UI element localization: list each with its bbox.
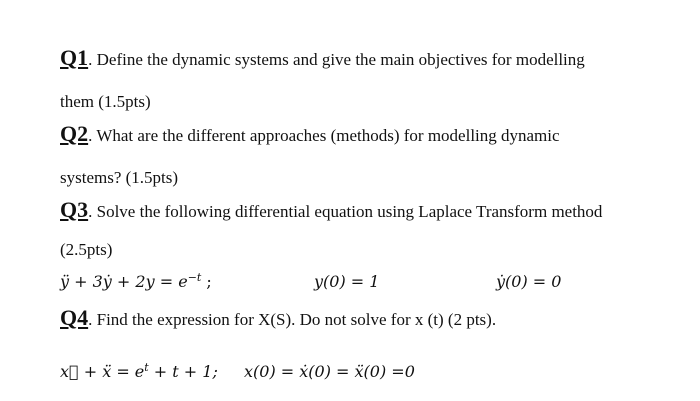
- question-3-initial-condition-1: y(0) = 1: [314, 272, 380, 291]
- question-4-equation-exponent: t: [144, 361, 149, 374]
- question-3-text: . Solve the following differential equation using Laplace Transform method: [88, 202, 603, 221]
- question-4-number: Q4: [60, 305, 89, 330]
- question-1-number: Q1: [60, 45, 89, 70]
- question-1-line-2: [60, 92, 151, 112]
- question-3-line-2: [60, 240, 112, 260]
- question-4-initial-conditions: x(0) = ẋ(0) = ẍ(0) =0: [244, 362, 415, 381]
- question-3-equation: [60, 272, 212, 291]
- question-4-text: . Find the expression for X(S). Do not solve for x (t) (2 pts).: [88, 310, 497, 329]
- question-2-text: . What are the different approaches (methods) for modelling dynamic: [88, 126, 560, 145]
- question-4-line-1: [60, 305, 497, 330]
- question-1-text-continued: them (1.5pts): [60, 92, 151, 111]
- question-1-text: . Define the dynamic systems and give the main objectives for modelling: [88, 50, 585, 69]
- question-3-line-1: [60, 197, 603, 222]
- question-1-line-1: [60, 45, 585, 70]
- question-3-equation-exponent: −t: [187, 271, 202, 284]
- question-2-line-1: [60, 121, 560, 146]
- question-4-equation-tail: + t + 1;: [148, 362, 218, 381]
- question-2-text-continued: systems? (1.5pts): [60, 168, 179, 187]
- question-3-initial-condition-2: ẏ(0) = 0: [496, 272, 562, 291]
- question-3-text-continued: (2.5pts): [60, 240, 113, 259]
- question-3-equation-body: ÿ + 3ẏ + 2y = e: [60, 272, 188, 291]
- question-4-equation-body: x⃛ + ẍ = e: [60, 362, 145, 381]
- question-2-number: Q2: [60, 121, 89, 146]
- question-3-number: Q3: [60, 197, 89, 222]
- question-3-equation-tail: ;: [201, 272, 212, 291]
- question-4-equation: [60, 362, 218, 381]
- question-2-line-2: [60, 168, 178, 188]
